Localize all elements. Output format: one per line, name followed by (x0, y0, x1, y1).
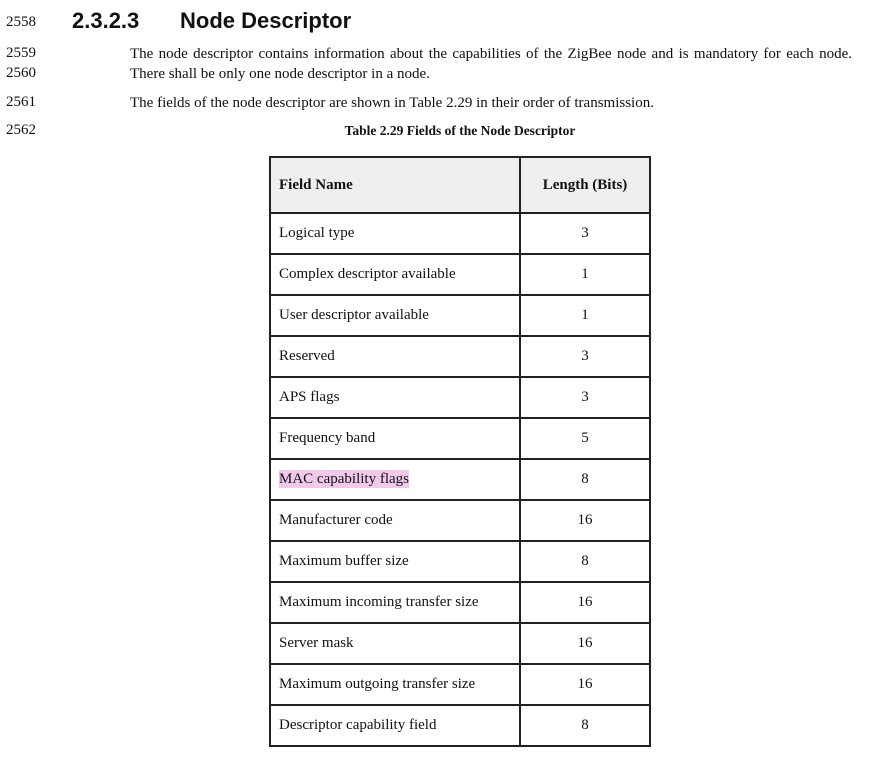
table-row (270, 664, 650, 705)
node-descriptor-table (269, 156, 651, 747)
line-number: 2560 (6, 65, 36, 81)
field-length-cell: 16 (520, 500, 650, 541)
section-heading (72, 7, 351, 35)
line-number: 2561 (6, 94, 36, 110)
table-row (270, 336, 650, 377)
table-row (270, 541, 650, 582)
column-header-field-name: Field Name (270, 157, 520, 213)
field-name-cell (270, 254, 520, 295)
field-name-cell (270, 377, 520, 418)
field-name-cell (270, 541, 520, 582)
field-name: Frequency band (279, 430, 376, 446)
table-row (270, 377, 650, 418)
field-name-cell (270, 213, 520, 254)
field-length-cell: 3 (520, 213, 650, 254)
field-length-cell: 8 (520, 705, 650, 746)
field-name: Manufacturer code (279, 512, 393, 528)
field-length-cell: 5 (520, 418, 650, 459)
field-length-cell: 3 (520, 377, 650, 418)
highlighted-field-name: MAC capability flags (279, 471, 409, 487)
field-name-cell (270, 418, 520, 459)
field-length-cell: 16 (520, 582, 650, 623)
section-title: Node Descriptor (180, 8, 352, 33)
field-name: Maximum outgoing transfer size (279, 676, 476, 692)
field-name: User descriptor available (279, 307, 429, 323)
field-name-cell (270, 459, 520, 500)
field-length-cell: 1 (520, 254, 650, 295)
table-row (270, 459, 650, 500)
table-caption: Table 2.29 Fields of the Node Descriptor (344, 123, 576, 138)
table-row (270, 295, 650, 336)
paragraph-intro: The node descriptor contains information about the capabilities of the ZigBee node and is mandatory for each node. There shall be only one node descriptor in a node. (130, 46, 852, 82)
field-name-cell (270, 623, 520, 664)
line-number: 2559 (6, 45, 36, 61)
section-number: 2.3.2.3 (72, 8, 140, 33)
field-length-cell: 16 (520, 664, 650, 705)
field-name: Reserved (279, 348, 335, 364)
field-name: Maximum buffer size (279, 553, 409, 569)
paragraph-table-reference: The fields of the node descriptor are shown in Table 2.29 in their order of transmission. (130, 95, 654, 111)
field-name-cell (270, 664, 520, 705)
table-header-row (270, 157, 650, 213)
field-name: Complex descriptor available (279, 266, 456, 282)
line-number: 2562 (6, 122, 36, 138)
field-name: Maximum incoming transfer size (279, 594, 479, 610)
field-length-cell: 16 (520, 623, 650, 664)
table-row (270, 705, 650, 746)
field-length-cell: 3 (520, 336, 650, 377)
column-header-length: Length (Bits) (520, 157, 650, 213)
field-length-cell: 8 (520, 541, 650, 582)
field-length-cell: 8 (520, 459, 650, 500)
field-length-cell: 1 (520, 295, 650, 336)
table-row (270, 582, 650, 623)
table-row (270, 213, 650, 254)
field-name-cell (270, 295, 520, 336)
field-name-cell (270, 500, 520, 541)
field-name-cell (270, 705, 520, 746)
field-name: Server mask (279, 635, 354, 651)
field-name: APS flags (279, 389, 340, 405)
table-row (270, 254, 650, 295)
field-name: Logical type (279, 225, 355, 241)
field-name-cell (270, 582, 520, 623)
table-row (270, 500, 650, 541)
line-number: 2558 (6, 14, 36, 30)
field-name: Descriptor capability field (279, 717, 437, 733)
field-name-cell (270, 336, 520, 377)
table-row (270, 623, 650, 664)
table-row (270, 418, 650, 459)
